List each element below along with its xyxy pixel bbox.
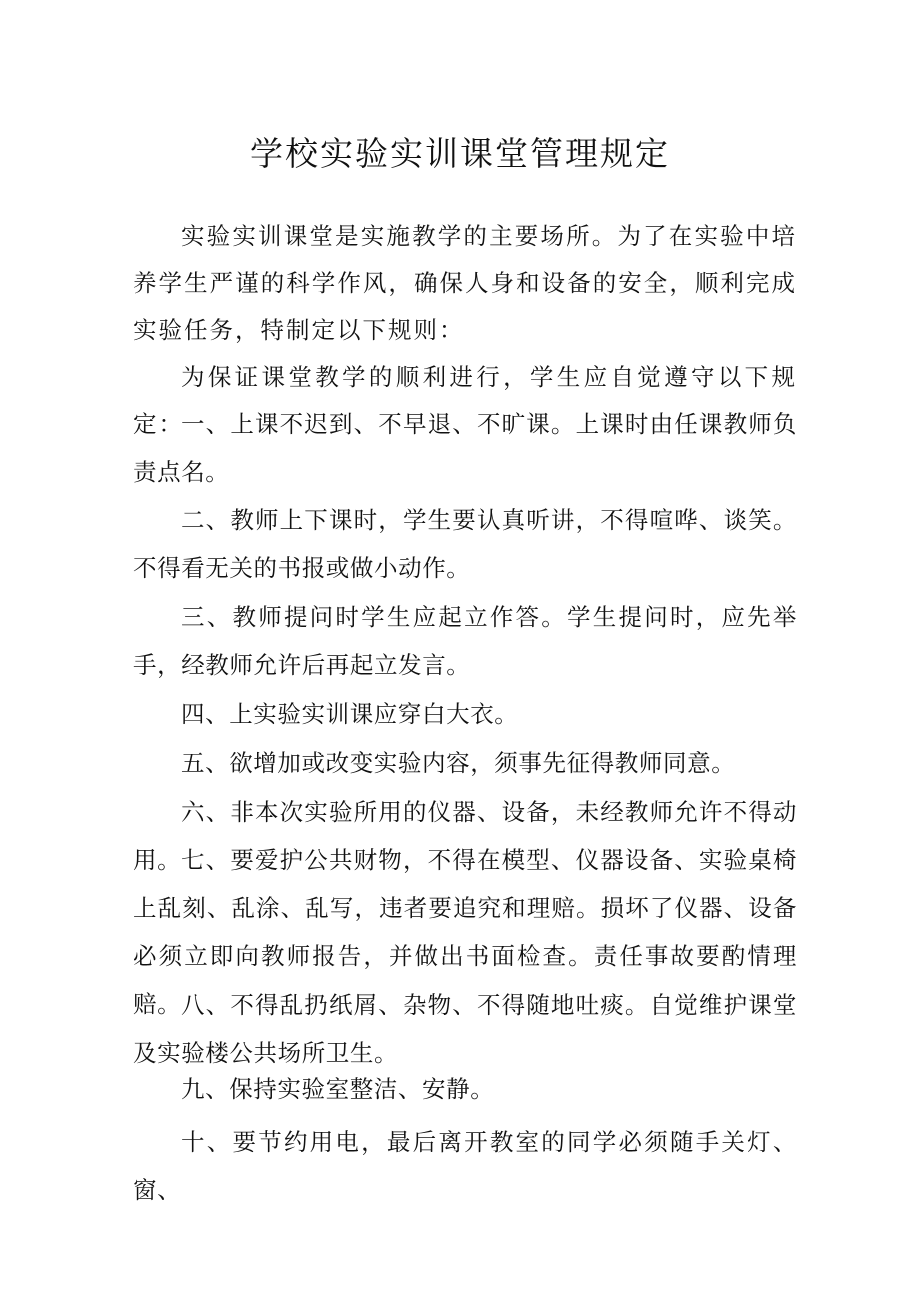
lead-paragraph: 为保证课堂教学的顺利进行，学生应自觉遵守以下规定： (133, 363, 797, 438)
rule-6: 六、非本次实验所用的仪器、设备，未经教师允许不得动用。 (133, 798, 797, 874)
rule-8: 八、不得乱扔纸屑、杂物、不得随地吐痰。自觉维护课堂及实验楼公共场所卫生。 (133, 991, 797, 1067)
rule-2: 二、教师上下课时，学生要认真听讲，不得喧哗、谈笑。不得看无关的书报或做小动作。 (133, 506, 797, 582)
rule-7: 七、要爱护公共财物，不得在模型、仪器设备、实验桌椅上乱刻、乱涂、乱写，违者要追究和理赔。损坏了仪器、设备必须立即向教师报告，并做出书面检查。责任事故要酌情理赔。 (133, 846, 797, 1018)
rule-3: 三、教师提问时学生应起立作答。学生提问时，应先举手，经教师允许后再起立发言。 (133, 603, 797, 679)
document-title: 学校实验实训课堂管理规定 (250, 134, 670, 173)
rule-5: 五、欲增加或改变实验内容，须事先征得教师同意。 (181, 749, 736, 777)
rule-10: 十、要节约用电，最后离开教室的同学必须随手关灯、窗、 (133, 1128, 797, 1204)
intro-paragraph: 实验实训课堂是实施教学的主要场所。为了在实验中培养学生严谨的科学作风，确保人身和设备的安全，顺利完成实验任务，特制定以下规则： (133, 222, 797, 344)
rule-1: 一、上课不迟到、不早退、不旷课。上课时由任课教师负责点名。 (133, 410, 797, 486)
rule-9: 九、保持实验室整洁、安静。 (181, 1075, 495, 1103)
rule-4: 四、上实验实训课应穿白大衣。 (181, 700, 519, 728)
